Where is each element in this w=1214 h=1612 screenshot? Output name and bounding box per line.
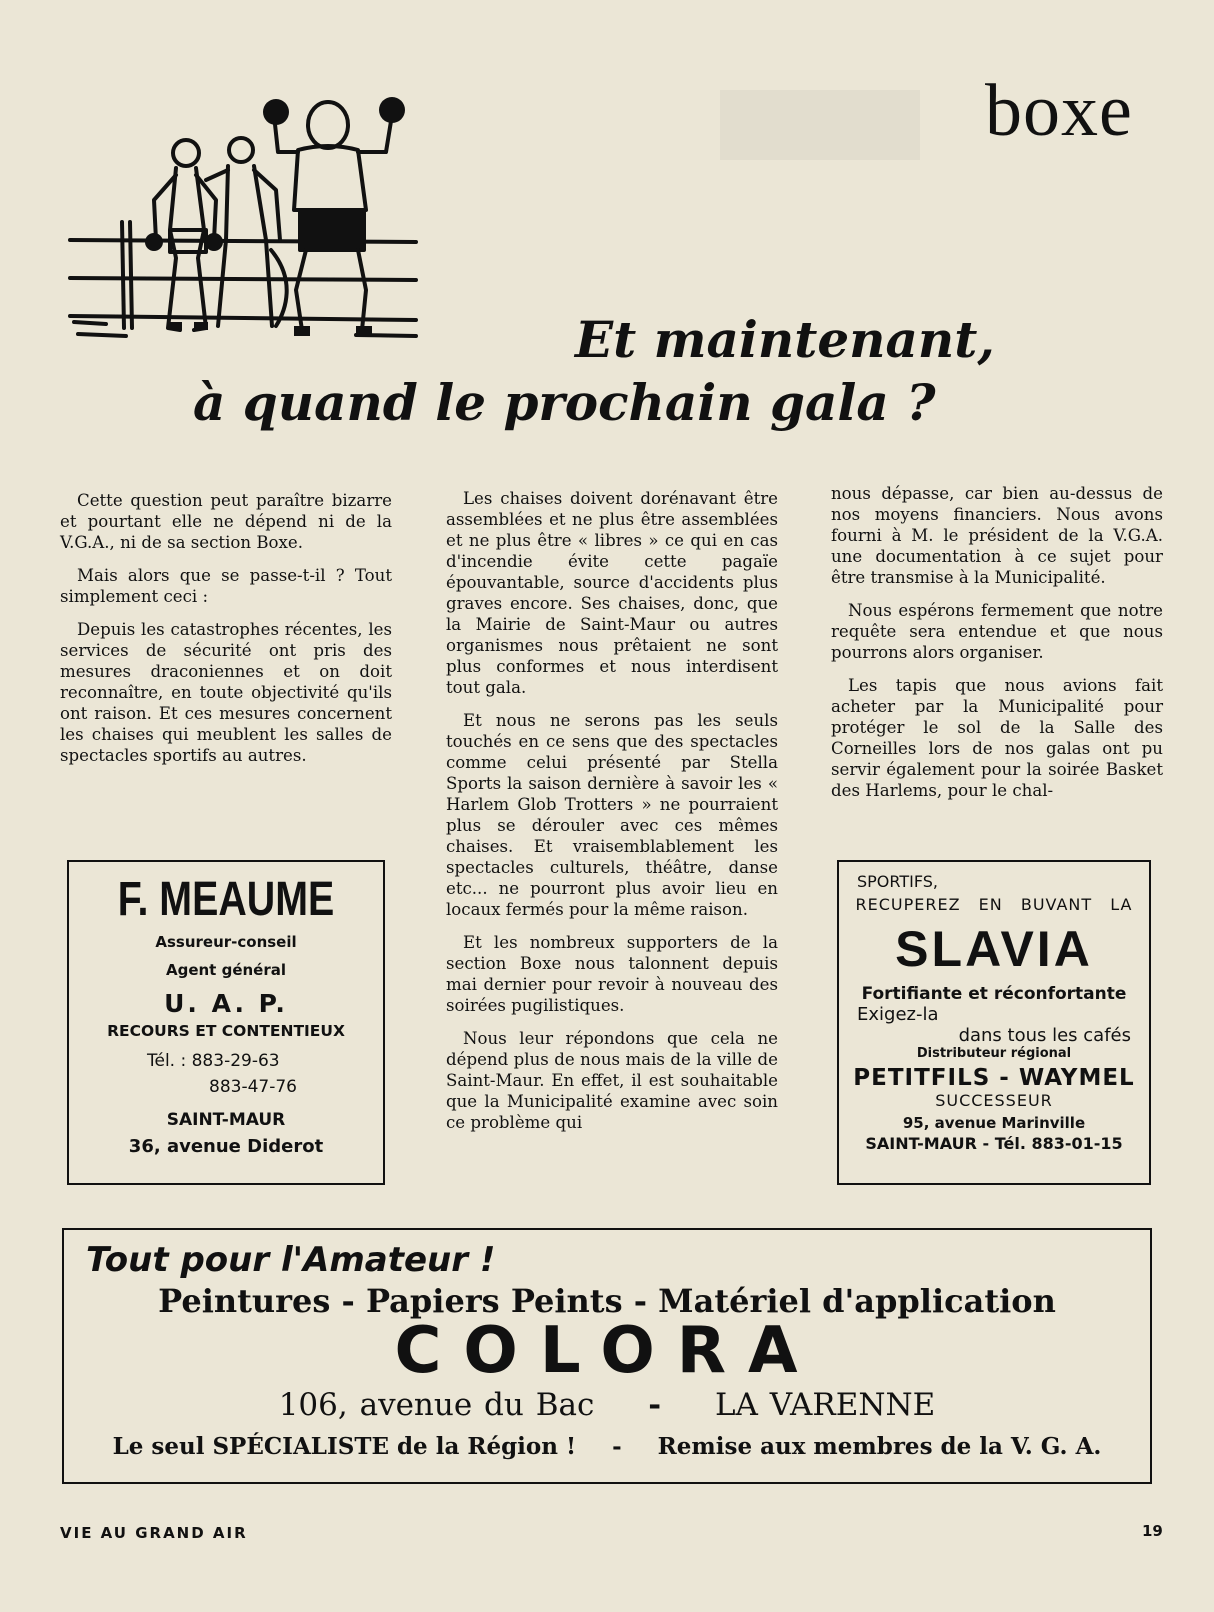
ad-meaume: [67, 860, 385, 1185]
ad-colora-separator-2: -: [612, 1433, 622, 1461]
ad-colora-city: LA VARENNE: [714, 1387, 936, 1424]
ad-meaume-title: Agent général: [165, 961, 286, 979]
ad-meaume-city: SAINT-MAUR: [166, 1110, 286, 1130]
ad-slavia-cafes: dans tous les cafés: [958, 1025, 1131, 1046]
ad-slavia-tagline: Fortifiante et réconfortante: [861, 984, 1127, 1004]
paragraph: Depuis les catastrophes récentes, les services de sécurité ont pris des mesures draconiennes et on doit reconnaître, en toute objectivité qu'ils ont raison. Et ces mesures concernent les chaises qui meublent les salles de spectacles sportifs au autres.: [60, 620, 392, 765]
paragraph: Mais alors que se passe-t-il ? Tout simplement ceci :: [60, 566, 392, 606]
ad-meaume-tel-2: 883-47-76: [209, 1077, 297, 1097]
ad-meaume-service: RECOURS ET CONTENTIEUX: [107, 1022, 345, 1040]
ad-slavia-line-2: RECUPEREZ EN BUVANT LA: [855, 895, 1133, 914]
paragraph: nous dépasse, car bien au-dessus de nos moyens financiers. Nous avons fourni à M. le président de la V.G.A. une documentation à ce sujet pour être transmise à la Municipalité.: [831, 484, 1163, 587]
article-column-1: [60, 490, 392, 778]
ad-colora: [62, 1228, 1152, 1484]
ad-colora-separator: -: [648, 1387, 662, 1424]
faded-background-print: [720, 90, 920, 160]
ad-meaume-company: U. A. P.: [164, 989, 288, 1018]
paragraph: Les chaises doivent dorénavant être assemblées et ne plus être assemblées et ne plus être « libres » ce qui en cas d'incendie évite cette pagaïe épouvantable, source d'accidents plus graves encore. Ses chaises, donc, que la Mairie de Saint-Maur ou autres organismes nous prêtaient ne sont plus conformes et nous interdisent tout gala.: [446, 489, 778, 697]
ad-colora-brand: COLORA: [394, 1314, 820, 1388]
ad-slavia: [837, 860, 1151, 1185]
ad-meaume-tel-1: Tél. : 883-29-63: [147, 1051, 280, 1071]
ad-colora-products: Peintures - Papiers Peints - Matériel d'application: [158, 1282, 1056, 1320]
boxing-ring-illustration: [66, 90, 436, 345]
headline-line-2: à quand le prochain gala ?: [193, 373, 936, 432]
ad-colora-discount: Remise aux membres de la V. G. A.: [657, 1433, 1102, 1461]
ad-slavia-city-tel: SAINT-MAUR - Tél. 883-01-15: [865, 1134, 1123, 1153]
ad-colora-bottom-line: [64, 1433, 1150, 1460]
paragraph: Et nous ne serons pas les seuls touchés en ce sens que des spectacles comme celui présenté par Stella Sports la saison dernière à savoir les « Harlem Glob Trotters » ne pourraient plus se dérouler avec ces mêmes chaises. Et vraisemblablement les spectacles culturels, théâtre, danse etc... ne pourront plus avoir lieu en locaux fermés pour la même raison.: [446, 711, 778, 919]
section-title: boxe: [985, 70, 1133, 152]
ad-colora-address-line: [64, 1387, 1150, 1423]
ad-colora-tagline: Tout pour l'Amateur !: [86, 1240, 496, 1280]
article-column-2: [446, 488, 778, 1145]
paragraph: Nous espérons fermement que notre requête sera entendue et que nous pourrons alors organiser.: [831, 601, 1163, 662]
ad-slavia-exigez: Exigez-la: [857, 1004, 939, 1025]
ad-slavia-line-1: SPORTIFS,: [857, 872, 939, 891]
ad-meaume-address: 36, avenue Diderot: [128, 1136, 324, 1157]
ad-colora-specialist: Le seul SPÉCIALISTE de la Région !: [112, 1433, 577, 1461]
paragraph: Les tapis que nous avions fait acheter par la Municipalité pour protéger le sol de la Salle des Corneilles lors de nos galas ont pu servir également pour la soirée Basket des Harlems, pour le chal-: [831, 676, 1163, 800]
headline-line-1: Et maintenant,: [575, 310, 995, 369]
ad-meaume-role: Assureur-conseil: [155, 933, 297, 951]
ad-slavia-brand: SLAVIA: [895, 921, 1093, 977]
article-column-3: [831, 483, 1163, 813]
paragraph: Cette question peut paraître bizarre et pourtant elle ne dépend ni de la V.G.A., ni de sa section Boxe.: [60, 491, 392, 552]
paragraph: Et les nombreux supporters de la section Boxe nous talonnent depuis mai dernier pour revoir à nouveau des soirées pugilistiques.: [446, 933, 778, 1015]
ad-slavia-company: PETITFILS - WAYMEL: [853, 1065, 1135, 1091]
ad-slavia-address: 95, avenue Marinville: [902, 1114, 1086, 1132]
publication-name: VIE AU GRAND AIR: [60, 1524, 248, 1542]
ad-slavia-distributor: Distributeur régional: [916, 1046, 1072, 1061]
ad-slavia-successor: SUCCESSEUR: [935, 1091, 1053, 1110]
ad-colora-address: 106, avenue du Bac: [278, 1387, 595, 1424]
paragraph: Nous leur répondons que cela ne dépend plus de nous mais de la ville de Saint-Maur. En effet, il est souhaitable que la Municipalité examine avec soin ce problème qui: [446, 1029, 778, 1132]
ad-meaume-name: F. MEAUME: [117, 873, 335, 926]
page-number: 19: [1142, 1522, 1163, 1540]
